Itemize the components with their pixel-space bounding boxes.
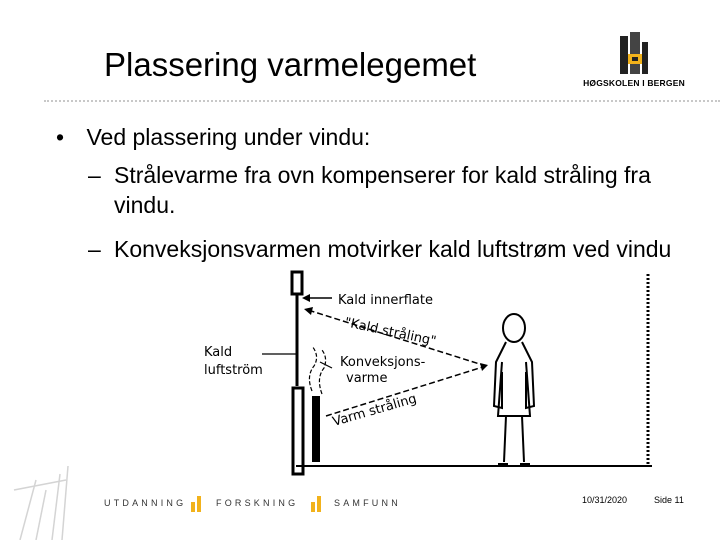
label-cold-surface: Kald innerflate [338, 293, 433, 308]
heater-placement-diagram [196, 266, 666, 476]
slide-title: Plassering varmelegemet [104, 46, 477, 83]
bullet-text: Ved plassering under vindu: [86, 124, 371, 150]
label-cold-air: Kald [204, 345, 233, 360]
hib-logo [578, 32, 690, 94]
main-bullet [56, 122, 370, 152]
footer-page-number: Side 11 [654, 495, 684, 505]
person-figure [494, 314, 534, 464]
title-divider [44, 100, 720, 102]
label-convection: varme [346, 371, 388, 386]
footer-nav-item: SAMFUNN [334, 498, 401, 508]
footer-date: 10/31/2020 [582, 495, 628, 505]
label-cold-radiation: "Kald stråling" [343, 315, 438, 350]
logo-wordmark: HØGSKOLEN I BERGEN [583, 78, 685, 88]
sub-bullet-dash: – [88, 162, 101, 188]
footer-nav-item: FORSKNING [216, 498, 299, 508]
sub-bullet-text: Konveksjonsvarmen motvirker kald luftstrøm ved vindu [114, 236, 672, 262]
hib-building-icon [578, 32, 690, 80]
footer-bars-icon [310, 492, 326, 512]
sub-bullet-text: Strålevarme fra ovn kompenserer for kald stråling fra vindu. [114, 162, 651, 218]
label-cold-air: luftström [204, 363, 263, 378]
bullet-marker: • [56, 124, 65, 150]
label-convection: Konveksjons- [340, 355, 426, 370]
footer-nav-item: UTDANNING [104, 498, 187, 508]
footer-deco-lines [0, 460, 100, 540]
footer-bars-icon [190, 492, 206, 512]
label-warm-radiation: Varm stråling [330, 391, 419, 430]
sub-bullet-dash: – [88, 236, 101, 262]
